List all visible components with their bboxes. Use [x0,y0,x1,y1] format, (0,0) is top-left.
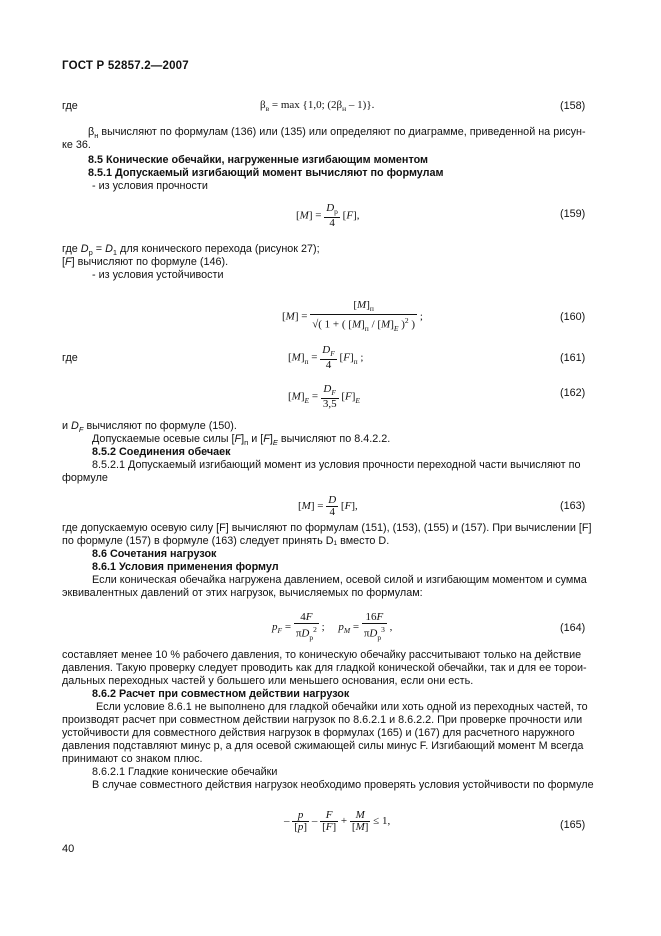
paragraph-line: давления подставляют минус p, а для осевой сжимающей силы минус F. Изгибающий момент M всегда [62,740,584,752]
section-heading: 8.6.2 Расчет при совместном действии нагрузок [92,688,350,700]
paragraph-line: - из условия прочности [92,180,208,192]
equation-number: (160) [560,311,586,323]
section-heading: 8.6 Сочетания нагрузок [92,548,217,560]
paragraph-line: где допускаемую осевую силу [F] вычисляют по формулам (151), (153), (155) и (157). При вычислении [F] [62,522,592,534]
equation-number: (165) [560,819,586,831]
paragraph-line: [F] вычисляют по формуле (146). [62,256,229,268]
paragraph-line: принимают со знаком плюс. [62,753,203,765]
document-header: ГОСТ Р 52857.2—2007 [62,60,189,72]
equation-number: (163) [560,500,586,512]
section-heading: 8.6.1 Условия применения формул [92,561,279,573]
where-label: где [62,352,78,364]
equation-number: (158) [560,100,586,112]
section-heading: 8.5.2 Соединения обечаек [92,446,231,458]
paragraph-line: 8.5.2.1 Допускаемый изгибающий момент из условия прочности переходной части вычисляют по [92,459,581,471]
equation-number: (159) [560,208,586,220]
paragraph-line: Если коническая обечайка нагружена давлением, осевой силой и изгибающим моментом и сумма [92,574,587,586]
where-label: где [62,100,78,112]
formula-163: [M] = $\frac{D}{4}$ [F], [298,494,358,518]
paragraph-line: ке 36. [62,139,91,151]
paragraph-line: устойчивости для совместного действия нагрузок в формулах (165) и (167) для расчетного наружного [62,727,575,739]
formula-160: [M] = $\frac{[M]_п}{√( 1 + ( [M]_п / [M]_E )^2 )}$ ; [282,299,423,334]
paragraph-line: формуле [62,472,108,484]
page-number: 40 [62,843,75,855]
section-heading: 8.6.2.1 Гладкие конические обечайки [92,766,278,778]
formula-161: $[M]_п$ = $\frac{D_F}{4}$ $[F]_п$ ; [288,344,364,372]
equation-number: (162) [560,387,586,399]
formula-159: [M] = $\frac{D_p}{4}$ [F], [296,202,360,230]
section-heading: 8.5.1 Допускаемый изгибающий момент вычисляют по формулам [88,167,444,179]
formula-165: – $\frac{p}{[p]}$ – $\frac{F}{[F]}$ + $\frac{M}{[M]}$ ≤ 1, [284,809,391,833]
formula-164: $p_F$ = $\frac{4F}{\pi D_p^2}$ ; $p_M$ = $\frac{16F}{\pi D_p^3}$ , [272,611,393,642]
paragraph-line: по формуле (157) в формуле (163) следует принять D₁ вместо D. [62,535,390,547]
paragraph-line: составляет менее 10 % рабочего давления, то коническую обечайку рассчитывают только на действие [62,649,582,661]
paragraph-line: Допускаемые осевые силы $[F]_п$ и $[F]_E$ вычисляют по 8.4.2.2. [92,433,391,448]
formula-162: $[M]_E$ = $\frac{D_F}{3,5}$ $[F]_E$ [288,383,360,411]
formula-158: $\beta_в = \max \{1,0$; $(2\beta_н - 1)$}. [260,99,375,114]
equation-number: (164) [560,622,586,634]
paragraph-line: производят расчет при совместном действии нагрузок по 8.6.2.1 и 8.6.2.2. При проверке прочности или [62,714,583,726]
paragraph-line: В случае совместного действия нагрузок необходимо проверять условия устойчивости по формуле [92,779,594,791]
paragraph-line: где $D_p = D_1$ для конического перехода (рисунок 27); [62,243,320,258]
paragraph-line: - из условия устойчивости [92,269,224,281]
paragraph-line: $\beta_н$ вычисляют по формулам (136) или (135) или определяют по диаграмме, приведенной на рисун- [88,126,586,141]
paragraph-line: давления. Такую проверку следует проводить как для гладкой конической обечайки, так и для ее торои- [62,662,587,674]
paragraph-line: дальных переходных частей у большего или меньшего основания, если они есть. [62,675,474,687]
paragraph-line: Если условие 8.6.1 не выполнено для гладкой обечайки или хоть одной из переходных частей, то [96,701,588,713]
section-heading: 8.5 Конические обечайки, нагруженные изгибающим моментом [88,154,429,166]
equation-number: (161) [560,352,586,364]
paragraph-line: эквивалентных давлений от этих нагрузок, вычисляемых по формулам: [62,587,423,599]
paragraph-line: и $D_F$ вычисляют по формуле (150). [62,420,237,435]
